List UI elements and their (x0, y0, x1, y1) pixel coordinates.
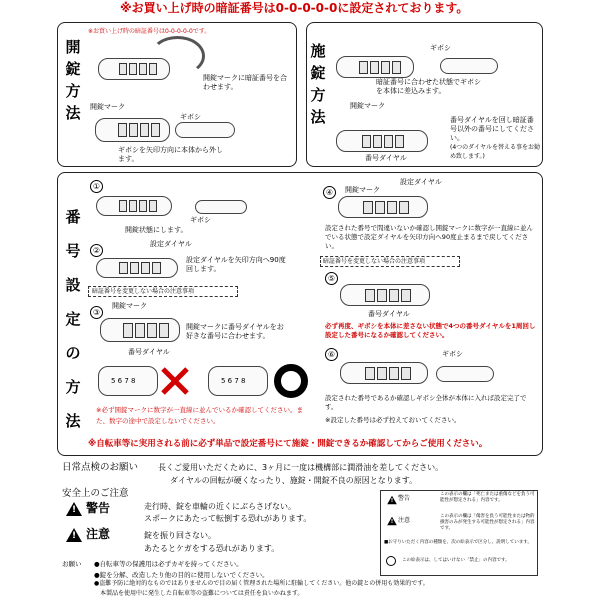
legend-caution-label: 注意 (398, 517, 411, 524)
setting-title: 番号設定の方法 (65, 208, 81, 430)
legend-prohibit-text: この絵表示は、してはいけない「禁止」の内容です。 (402, 558, 510, 563)
step-2-lock-image (96, 258, 178, 278)
lock-lock-image-2 (336, 130, 428, 152)
safety-title: 安全上のご注意 (62, 488, 129, 499)
request-item-1: ●自転車等の保護用は必ずカギを持ってください。 (94, 560, 243, 568)
good-example-image (208, 366, 268, 396)
daily-text-1: 長くご愛用いただくために、3ヶ月に一度は機構部に潤滑油を差してください。 (158, 463, 444, 472)
lock-instruction-3: (4つのダイヤルを替える事をお勧め致します。) (450, 144, 540, 160)
step-5-text: 必ず再度、ギボシを本体に差さない状態で4つの番号ダイヤルを1周回し設定した番号になるか確認してください。 (325, 322, 536, 339)
requests-title: お願い (62, 560, 82, 568)
unlock-lock-image-2 (95, 118, 170, 142)
unlock-pin-image (175, 122, 235, 138)
lock-pin-label: ギボシ (430, 44, 451, 52)
step-6-text: 設定された番号であるか確認しギボシ全体が本体に入れば設定完了です。 (325, 394, 527, 411)
step-6-number: ⑥ (325, 348, 338, 361)
lock-instruction-1: 暗証番号に合わせた状態でギボシを本体に差込みます。 (376, 78, 481, 95)
request-item-2: ●錠を分解、改造したり他の目的に使用しないでください。 (94, 571, 269, 579)
setting-footer-warning: ※自転車等に実用される前に必ず単品で設定番号にて施錠・開錠できるか確認してからご使用ください。 (88, 439, 488, 449)
circle-mark-icon (274, 364, 308, 398)
warning-triangle-icon (66, 502, 82, 516)
step-6-lock-image (340, 362, 428, 384)
step-5-number: ⑤ (325, 272, 338, 285)
request-item-3: ●盗難予防に絶対的なものではありませんので目の届く管理された場所に駐輪してください。他の錠との併用も効果的です。 (94, 580, 429, 587)
lock-pin-image (440, 58, 498, 74)
prohibit-icon (386, 556, 396, 566)
step-6-pin-label: ギボシ (442, 350, 463, 358)
daily-title: 日常点検のお願い (62, 462, 139, 473)
step-2-dial-label: 設定ダイヤル (150, 240, 192, 248)
good-digits: 5 6 7 8 (221, 377, 246, 385)
legend-caution-icon (387, 517, 397, 525)
unlock-instruction: ギボシを矢印方向に本体から外します。 (118, 146, 223, 163)
step-3-mark-label: 開錠マーク (112, 302, 147, 310)
unlock-guide: 開錠マークに暗証番号を合わせます。 (203, 74, 287, 91)
caution-label: 注意 (86, 527, 111, 541)
cross-mark-icon (160, 366, 190, 396)
step-4-lock-image (338, 196, 428, 218)
warning-text-1: 走行時、錠を車輪の近くにぶらさげない。 (144, 502, 296, 511)
unlock-title: 開錠方法 (65, 38, 81, 122)
step-5-lock-image (340, 284, 430, 306)
step-5-warn-label: 暗証番号を変更しない場合の注意事項 (323, 258, 426, 265)
step-6-pin-image (436, 366, 494, 382)
legend-mark-note: ■お守りいただく内容の種類を、次の絵表示で区分し、説明しています。 (384, 540, 532, 545)
daily-text-2: ダイヤルの回転が硬くなったり、施錠・開錠不良の原因となります。 (170, 476, 418, 485)
bad-example-image (98, 366, 158, 396)
step-2-text: 設定ダイヤルを矢印方向へ90度回します。 (186, 256, 286, 273)
lock-title: 施錠方法 (310, 42, 326, 126)
caution-text-1: 錠を振り回さない。 (144, 531, 216, 540)
cable-curve (150, 36, 205, 76)
step-1-pin-image (195, 200, 247, 214)
warn-label-left: 暗証番号を変更しない場合の注意事項 (92, 288, 195, 295)
legend-warn-label: 警告 (398, 495, 411, 502)
caution-text-2: あたるとケガをする恐れがあります。 (144, 544, 280, 553)
step-3-number: ③ (90, 306, 103, 319)
warning-text-2: スポークにあたって転倒する恐れがあります。 (144, 514, 312, 523)
legend-caution-text: この表示の欄は「傷害を負う可能性または物的損害のみが発生する可能性が想定される」内容です。 (440, 514, 535, 531)
warning-label: 警告 (86, 501, 111, 515)
step-1-number: ① (90, 180, 103, 193)
header-notice: ※お買い上げ時の暗証番号は0-0-0-0-0に設定されております。 (120, 1, 469, 15)
step-4-mark-label: 開錠マーク (345, 186, 380, 194)
legend-warn-icon (387, 496, 397, 504)
lock-dial-label: 番号ダイヤル (365, 154, 407, 162)
step-4-number: ④ (323, 186, 336, 199)
lock-lock-image-1 (336, 56, 414, 78)
legend-warn-text: この表示の欄は「死亡または重傷などを負う可能性が想定される」内容です。 (440, 492, 535, 503)
step-1-text: 開錠状態にします。 (125, 226, 188, 234)
unlock-mark-label: 開錠マーク (90, 103, 125, 111)
step-2-number: ② (90, 244, 103, 257)
step-6-text2: ※設定した番号は必ず控えておいてください。 (325, 416, 461, 424)
unlock-note: ※お買い上げ時の暗証番号は0-0-0-0-0です。 (88, 28, 211, 35)
lock-mark-label: 開錠マーク (350, 102, 385, 110)
lock-instruction-2: 番号ダイヤルを回し暗証番号以外の番号にしてください。 (450, 116, 534, 142)
unlock-pin-label: ギボシ (180, 113, 201, 121)
step-1-lock-image (96, 196, 172, 216)
step-3-dial-label: 番号ダイヤル (128, 348, 170, 356)
bad-digits: 5 6 7 8 (111, 377, 136, 385)
step-5-dial-label: 番号ダイヤル (368, 310, 410, 318)
step-3-lock-image (100, 318, 180, 342)
step-4-dial-label: 設定ダイヤル (400, 178, 442, 186)
caution-triangle-icon (66, 528, 82, 542)
step-4-text: 設定された番号で間違いないか確認し開錠マークに数字が一直線に並んでいる状態で設定ダイヤルを矢印方向へ90度止まるまで戻してください。 (325, 224, 533, 250)
step-3-text: 開錠マークに番号ダイヤルをお好きな番号に合わせます。 (186, 323, 284, 340)
step-3-note: ※必ず開錠マークに数字が一直線に並んでいるか確認してください。また、数字の途中で設定しないでください。 (96, 406, 303, 425)
request-item-4: 本製品を使用中に発生した自転車等の盗難については責任を負いかねます。 (100, 590, 304, 597)
step-1-pin-label: ギボシ (190, 216, 211, 224)
